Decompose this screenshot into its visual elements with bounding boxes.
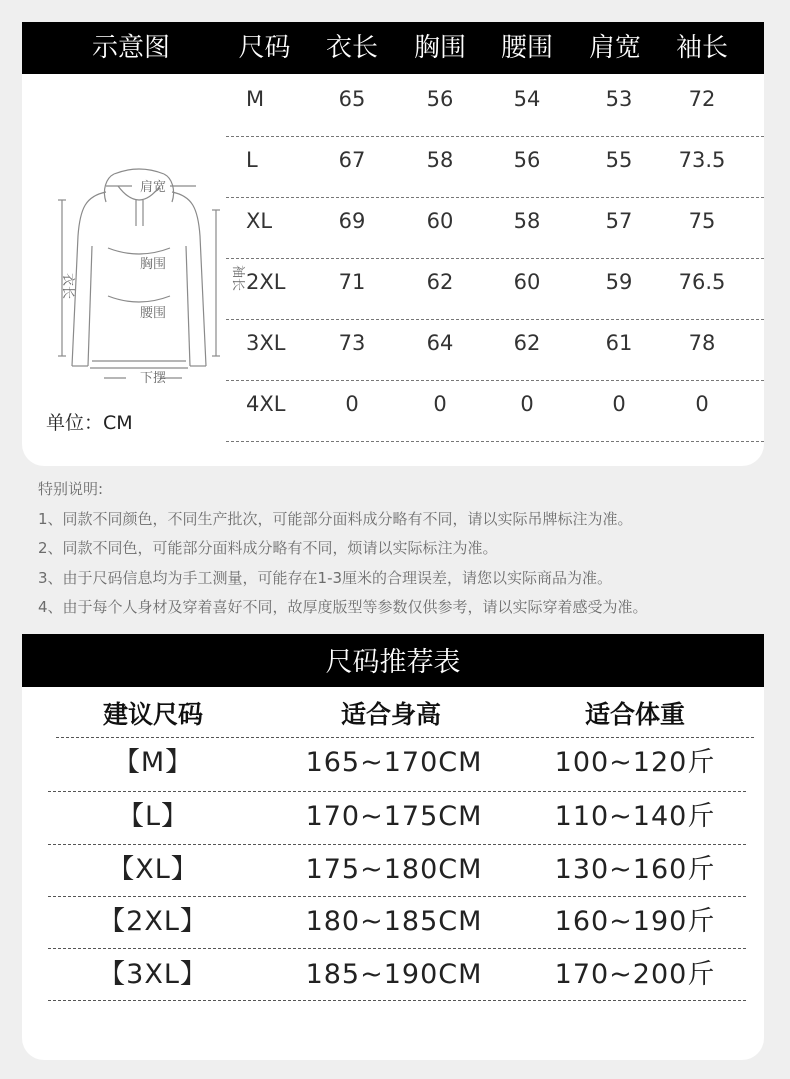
cell-shoulder: 59 — [605, 270, 633, 294]
cell-size: 3XL — [246, 331, 286, 355]
cell-height: 185~190CM — [305, 959, 483, 990]
cell-chest: 56 — [426, 87, 454, 111]
cell-weight: 170~200斤 — [554, 959, 716, 990]
header-height: 适合身高 — [340, 700, 441, 729]
recommend-row — [22, 845, 764, 899]
cell-shoulder: 0 — [612, 392, 626, 416]
label-chest: 胸围 — [139, 257, 167, 272]
cell-chest: 62 — [426, 270, 454, 294]
label-hem: 下摆 — [139, 371, 167, 386]
note-item: 2、同款不同色，可能部分面料成分略有不同，烦请以实际标注为准。 — [38, 539, 498, 557]
cell-shoulder: 55 — [605, 148, 633, 172]
cell-waist: 62 — [513, 331, 541, 355]
cell-size: L — [246, 148, 258, 172]
cell-chest: 58 — [426, 148, 454, 172]
recommend-card — [22, 634, 764, 1060]
recommend-row — [22, 950, 764, 1004]
note-item: 3、由于尺码信息均为手工测量，可能存在1-3厘米的合理误差，请您以实际商品为准。 — [38, 568, 613, 587]
label-shoulder: 肩宽 — [139, 180, 167, 195]
cell-waist: 60 — [513, 270, 541, 294]
cell-shoulder: 53 — [605, 87, 633, 111]
recommend-row — [22, 738, 764, 792]
cell-length: 67 — [338, 148, 366, 172]
cell-length: 0 — [345, 392, 359, 416]
cell-sleeve: 73.5 — [678, 148, 726, 172]
cell-sleeve: 75 — [688, 209, 716, 233]
label-sleeve: 袖长 — [230, 264, 245, 292]
cell-sleeve: 0 — [695, 392, 709, 416]
recommend-header — [22, 634, 764, 687]
label-length: 衣长 — [60, 272, 75, 300]
recommend-title: 尺码推荐表 — [325, 647, 461, 678]
cell-chest: 64 — [426, 331, 454, 355]
size-row — [226, 320, 764, 381]
header-suggested-size: 建议尺码 — [102, 700, 203, 729]
cell-chest: 0 — [433, 392, 447, 416]
cell-suggested-size: 【L】 — [116, 801, 190, 832]
cell-sleeve: 76.5 — [678, 270, 726, 294]
recommend-row — [22, 792, 764, 846]
cell-size: XL — [246, 209, 273, 233]
cell-chest: 60 — [426, 209, 454, 233]
size-row — [226, 198, 764, 259]
header-length: 衣长 — [325, 33, 378, 63]
header-waist: 腰围 — [500, 33, 553, 63]
cell-weight: 130~160斤 — [554, 854, 716, 885]
row-divider — [48, 1000, 746, 1001]
cell-length: 73 — [338, 331, 366, 355]
cell-weight: 110~140斤 — [554, 801, 716, 832]
note-item: 4、由于每个人身材及穿着喜好不同，故厚度版型等参数仅供参考，请以实际穿着感受为准。 — [38, 598, 648, 616]
cell-suggested-size: 【M】 — [112, 747, 194, 778]
notes-title: 特别说明: — [38, 480, 104, 498]
size-chart-card — [22, 22, 764, 466]
cell-height: 180~185CM — [305, 906, 483, 937]
cell-shoulder: 57 — [605, 209, 633, 233]
hoodie-diagram-labels — [46, 156, 245, 396]
label-waist: 腰围 — [139, 306, 167, 321]
cell-size: 2XL — [246, 270, 286, 294]
size-row — [226, 76, 764, 137]
cell-length: 65 — [338, 87, 366, 111]
header-chest: 胸围 — [413, 33, 466, 63]
special-notes — [38, 478, 768, 626]
cell-suggested-size: 【3XL】 — [98, 959, 208, 990]
cell-sleeve: 78 — [688, 331, 716, 355]
cell-height: 170~175CM — [305, 801, 483, 832]
recommend-column-headers — [22, 687, 764, 737]
cell-weight: 100~120斤 — [554, 747, 716, 778]
cell-size: 4XL — [246, 392, 286, 416]
cell-sleeve: 72 — [688, 87, 716, 111]
unit-label: 单位：CM — [46, 412, 133, 434]
cell-weight: 160~190斤 — [554, 906, 716, 937]
header-diagram: 示意图 — [91, 33, 170, 63]
header-size: 尺码 — [238, 33, 291, 63]
cell-size: M — [246, 87, 265, 111]
cell-shoulder: 61 — [605, 331, 633, 355]
header-weight: 适合体重 — [584, 700, 685, 729]
size-row — [226, 137, 764, 198]
cell-suggested-size: 【2XL】 — [98, 906, 208, 937]
note-item: 1、同款不同颜色，不同生产批次，可能部分面料成分略有不同，请以实际吊牌标注为准。 — [38, 509, 633, 528]
size-chart-header — [22, 22, 764, 74]
size-row — [226, 381, 764, 442]
header-shoulder: 肩宽 — [588, 33, 641, 63]
cell-waist: 0 — [520, 392, 534, 416]
cell-suggested-size: 【XL】 — [107, 854, 199, 885]
recommend-row — [22, 897, 764, 951]
cell-height: 165~170CM — [305, 747, 483, 778]
cell-length: 71 — [338, 270, 366, 294]
row-divider — [226, 441, 764, 442]
cell-waist: 56 — [513, 148, 541, 172]
cell-waist: 58 — [513, 209, 541, 233]
header-sleeve: 袖长 — [675, 33, 728, 63]
cell-height: 175~180CM — [305, 854, 483, 885]
cell-waist: 54 — [513, 87, 541, 111]
row-divider — [48, 948, 746, 949]
cell-length: 69 — [338, 209, 366, 233]
size-row — [226, 259, 764, 320]
